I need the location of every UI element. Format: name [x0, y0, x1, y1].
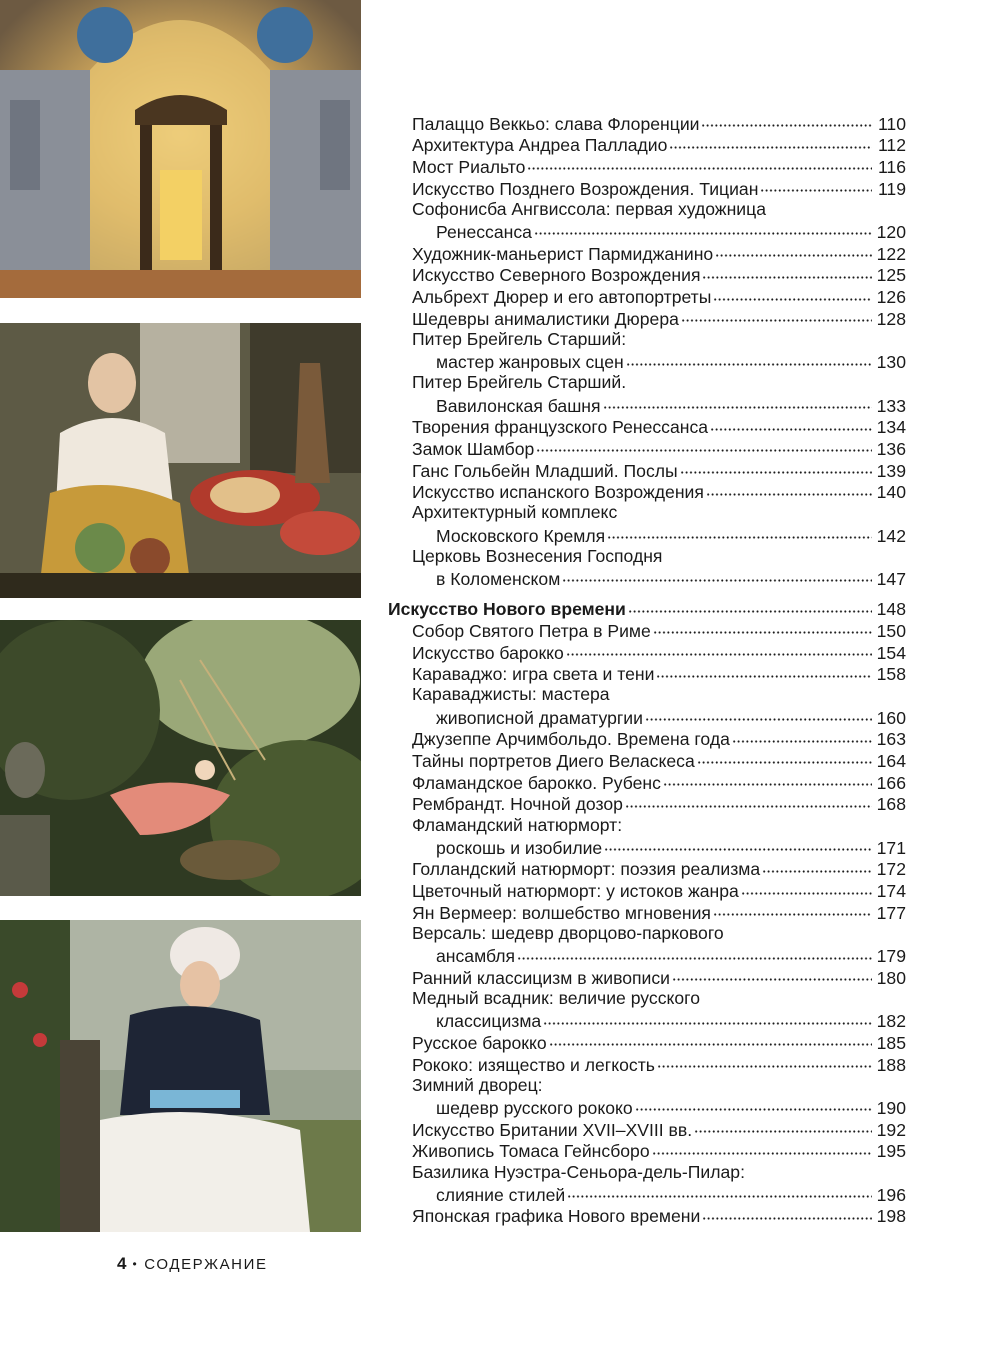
toc-entry [388, 1140, 906, 1162]
toc-entry-page: 168 [876, 794, 906, 815]
toc-entry-title: Замок Шамбор [412, 438, 535, 459]
dot-leader [527, 155, 872, 173]
toc-entry-title: Архитектурный комплекс [412, 502, 618, 523]
toc-entry [388, 524, 906, 546]
toc-entry-page: 112 [877, 135, 906, 156]
dot-leader [628, 598, 872, 616]
page-number: 4 [117, 1254, 127, 1273]
dot-leader [680, 459, 872, 477]
toc-entry-page: 122 [876, 243, 906, 264]
toc-entry-page: 174 [876, 881, 906, 902]
toc-entry-title: Мост Риальто [412, 156, 526, 177]
toc-entry-title: в Коломенском [436, 569, 561, 590]
toc-entry-title: Ян Вермеер: волшебство мгновения [412, 902, 711, 923]
toc-entry-page: 133 [876, 395, 906, 416]
dot-leader [706, 481, 872, 499]
toc-entry-page: 160 [876, 707, 906, 728]
toc-entry-title: Ренессанса [436, 222, 532, 243]
toc-entry-page: 150 [876, 620, 906, 641]
toc-entry-title: Фламандский натюрморт: [412, 814, 623, 835]
dot-leader [697, 749, 872, 767]
toc-entry-page: 179 [876, 946, 906, 967]
toc-entry-title: Тайны портретов Диего Веласкеса [412, 751, 695, 772]
toc-entry [388, 684, 906, 706]
toc-entry [388, 749, 906, 771]
dot-leader [567, 1183, 872, 1201]
toc-entry [388, 307, 906, 329]
toc-entry-title: Церковь Вознесения Господня [412, 545, 663, 566]
toc-entry-title: Русское барокко [412, 1032, 547, 1053]
toc-entry-page: 163 [876, 729, 906, 750]
toc-entry-title: роскошь и изобилие [436, 837, 603, 858]
dot-leader [626, 351, 872, 369]
toc-entry-page: 164 [876, 751, 906, 772]
toc-entry [388, 437, 906, 459]
section-label: СОДЕРЖАНИЕ [144, 1255, 268, 1273]
toc-entry-page: 130 [876, 352, 906, 373]
toc-entry [388, 177, 906, 199]
dot-leader [715, 242, 872, 260]
dot-leader [652, 1140, 872, 1158]
toc-entry-page: 190 [876, 1098, 906, 1119]
toc-entry-title: Искусство Северного Возрождения [412, 265, 701, 286]
toc-entry [388, 155, 906, 177]
dot-leader [672, 966, 872, 984]
dot-leader [694, 1118, 872, 1136]
dot-leader [760, 177, 872, 195]
dot-leader [517, 945, 872, 963]
toc-entry [388, 641, 906, 663]
toc-entry-title: Караваджисты: мастера [412, 684, 610, 705]
illustration-girl-portrait-painting [0, 920, 361, 1232]
dot-leader [762, 858, 872, 876]
toc-entry-page: 116 [877, 156, 906, 177]
toc-entry-page: 136 [876, 438, 906, 459]
toc-entry [388, 112, 906, 134]
illustration-kitchen-maid-painting [0, 323, 361, 598]
toc-entry-title: классицизма [436, 1011, 542, 1032]
toc-entry-title: Искусство барокко [412, 642, 564, 663]
toc-entry-page: 147 [876, 569, 906, 590]
toc-entry-title: Рококо: изящество и легкость [412, 1054, 655, 1075]
toc-entry-title: Софонисба Ангвиссола: первая художница [412, 198, 766, 219]
toc-entry-title: Фламандское барокко. Рубенс [412, 772, 661, 793]
toc-entry-title: слияние стилей [436, 1184, 566, 1205]
toc-entry-title: Вавилонская башня [436, 395, 601, 416]
toc-entry-title: Зимний дворец: [412, 1074, 543, 1095]
toc-entry [388, 988, 906, 1010]
dot-leader [656, 663, 872, 681]
toc-entry [388, 1183, 906, 1205]
toc-entry [388, 1118, 906, 1140]
dot-leader [625, 793, 872, 811]
toc-entry [388, 199, 906, 221]
dot-leader [635, 1096, 872, 1114]
toc-entry-title: шедевр русского рококо [436, 1098, 633, 1119]
page-footer [117, 1254, 268, 1274]
toc-entry [388, 1205, 906, 1227]
toc-entry-title: Собор Святого Петра в Риме [412, 620, 651, 641]
toc-entry-title: Шедевры анималистики Дюрера [412, 308, 679, 329]
toc-entry [388, 945, 906, 967]
toc-entry-title: Ганс Гольбейн Младший. Послы [412, 460, 678, 481]
toc-entry-title: Питер Брейгель Старший: [412, 328, 627, 349]
toc-entry-title: Московского Кремля [436, 525, 606, 546]
dot-leader [702, 1205, 872, 1223]
toc-entry [388, 771, 906, 793]
dot-leader [713, 901, 872, 919]
toc-entry-title: Джузеппе Арчимбольдо. Времена года [412, 729, 730, 750]
toc-entry-page: 177 [876, 902, 906, 923]
toc-entry [388, 351, 906, 373]
toc-entry [388, 502, 906, 524]
toc-entry-title: мастер жанровых сцен [436, 352, 624, 373]
toc-entry-page: 119 [877, 178, 906, 199]
dot-leader [732, 728, 872, 746]
toc-entry [388, 416, 906, 438]
toc-entry [388, 706, 906, 728]
toc-entry-page: 192 [876, 1119, 906, 1140]
toc-entry-title: Архитектура Андреа Палладио [412, 135, 668, 156]
toc-entry [388, 459, 906, 481]
toc-entry-page: 142 [876, 525, 906, 546]
toc-entry [388, 220, 906, 242]
toc-entry [388, 286, 906, 308]
toc-entry [388, 546, 906, 568]
toc-entry [388, 966, 906, 988]
toc-entry [388, 815, 906, 837]
toc-entry-page: 139 [876, 460, 906, 481]
toc-entry [388, 728, 906, 750]
toc-entry-page: 182 [876, 1011, 906, 1032]
dot-leader [562, 567, 872, 585]
toc-entry [388, 663, 906, 685]
toc-entry-title: живописной драматургии [436, 707, 643, 728]
toc-entry-page: 154 [876, 642, 906, 663]
toc-entry [388, 394, 906, 416]
toc-entry-title: Рембрандт. Ночной дозор [412, 794, 623, 815]
toc-entry-title: ансамбля [436, 946, 516, 967]
toc-entry [388, 880, 906, 902]
dot-leader [549, 1031, 872, 1049]
toc-entry-page: 166 [876, 772, 906, 793]
toc-entry-title: Художник-маньерист Пармиджанино [412, 243, 714, 264]
toc-entry [388, 1010, 906, 1032]
toc-entry-page: 198 [876, 1206, 906, 1227]
toc-entry-page: 120 [876, 222, 906, 243]
dot-leader [741, 880, 872, 898]
toc-entry-title: Караваджо: игра света и тени [412, 664, 655, 685]
toc-entry-page: 188 [876, 1054, 906, 1075]
toc-entry-title: Творения французского Ренессанса [412, 417, 709, 438]
toc-entry [388, 481, 906, 503]
toc-entry-title: Цветочный натюрморт: у истоков жанра [412, 881, 739, 902]
toc-entry-page: 125 [876, 265, 906, 286]
toc-entry-title: Японская графика Нового времени [412, 1206, 701, 1227]
toc-entry-title: Искусство Позднего Возрождения. Тициан [412, 178, 759, 199]
toc-entry [388, 567, 906, 589]
toc-entry [388, 1053, 906, 1075]
dot-leader [681, 307, 872, 325]
dot-leader [534, 220, 872, 238]
toc-entry-title: Медный всадник: величие русского [412, 988, 700, 1008]
dot-leader [604, 836, 872, 854]
toc-entry-title: Ранний классицизм в живописи [412, 967, 670, 988]
dot-leader [710, 416, 872, 434]
toc-entry [388, 793, 906, 815]
dot-leader [607, 524, 872, 542]
toc-entry [388, 264, 906, 286]
toc-entry-title: Искусство Британии XVII–XVIII вв. [412, 1119, 693, 1140]
illustration-st-peters-interior [0, 0, 361, 298]
toc-entry [388, 1075, 906, 1097]
bullet-separator: • [132, 1257, 139, 1271]
toc-entry-page: 128 [876, 308, 906, 329]
dot-leader [603, 394, 872, 412]
toc-entry-title: Базилика Нуэстра-Сеньора-дель-Пилар: [412, 1161, 745, 1182]
toc-entry-page: 158 [876, 664, 906, 685]
toc-entry-page: 126 [876, 287, 906, 308]
toc-section-heading [388, 598, 906, 620]
toc-entry [388, 923, 906, 945]
dot-leader [657, 1053, 872, 1071]
toc-entry [388, 372, 906, 394]
illustration-the-swing-painting [0, 620, 361, 896]
toc-entry [388, 1096, 906, 1118]
toc-entry-page: 148 [876, 599, 906, 620]
toc-entry-title: Голландский натюрморт: поэзия реализма [412, 859, 761, 880]
toc-entry [388, 619, 906, 641]
dot-leader [536, 437, 872, 455]
toc-entry-title: Палаццо Веккьо: слава Флоренции [412, 113, 700, 134]
toc-entry-title: Альбрехт Дюрер и его автопортреты [412, 287, 712, 308]
dot-leader [663, 771, 872, 789]
toc-entry [388, 858, 906, 880]
toc-entry-page: 195 [876, 1141, 906, 1162]
dot-leader [653, 619, 872, 637]
toc-entry-page: 196 [876, 1184, 906, 1205]
toc-entry [388, 329, 906, 351]
dot-leader [713, 286, 872, 304]
table-of-contents [388, 112, 906, 1227]
toc-entry [388, 836, 906, 858]
dot-leader [701, 112, 872, 130]
toc-entry-page: 110 [877, 113, 906, 134]
dot-leader [645, 706, 872, 724]
toc-entry-page: 185 [876, 1032, 906, 1053]
toc-entry-title: Версаль: шедевр дворцово-паркового [412, 922, 724, 943]
toc-entry-title: Искусство Нового времени [388, 599, 626, 620]
dot-leader [543, 1010, 872, 1028]
toc-entry-title: Живопись Томаса Гейнсборо [412, 1141, 650, 1162]
toc-entry [388, 1162, 906, 1184]
dot-leader [566, 641, 872, 659]
toc-entry [388, 1031, 906, 1053]
dot-leader [669, 134, 872, 152]
toc-entry [388, 242, 906, 264]
toc-entry [388, 901, 906, 923]
dot-leader [702, 264, 872, 282]
toc-entry-page: 172 [876, 859, 906, 880]
toc-entry-page: 171 [876, 837, 906, 858]
toc-entry-title: Питер Брейгель Старший. [412, 372, 627, 393]
toc-entry-page: 134 [876, 417, 906, 438]
toc-entry-title: Искусство испанского Возрождения [412, 482, 704, 503]
toc-entry [388, 134, 906, 156]
toc-entry-page: 180 [876, 967, 906, 988]
toc-entry-page: 140 [876, 482, 906, 503]
